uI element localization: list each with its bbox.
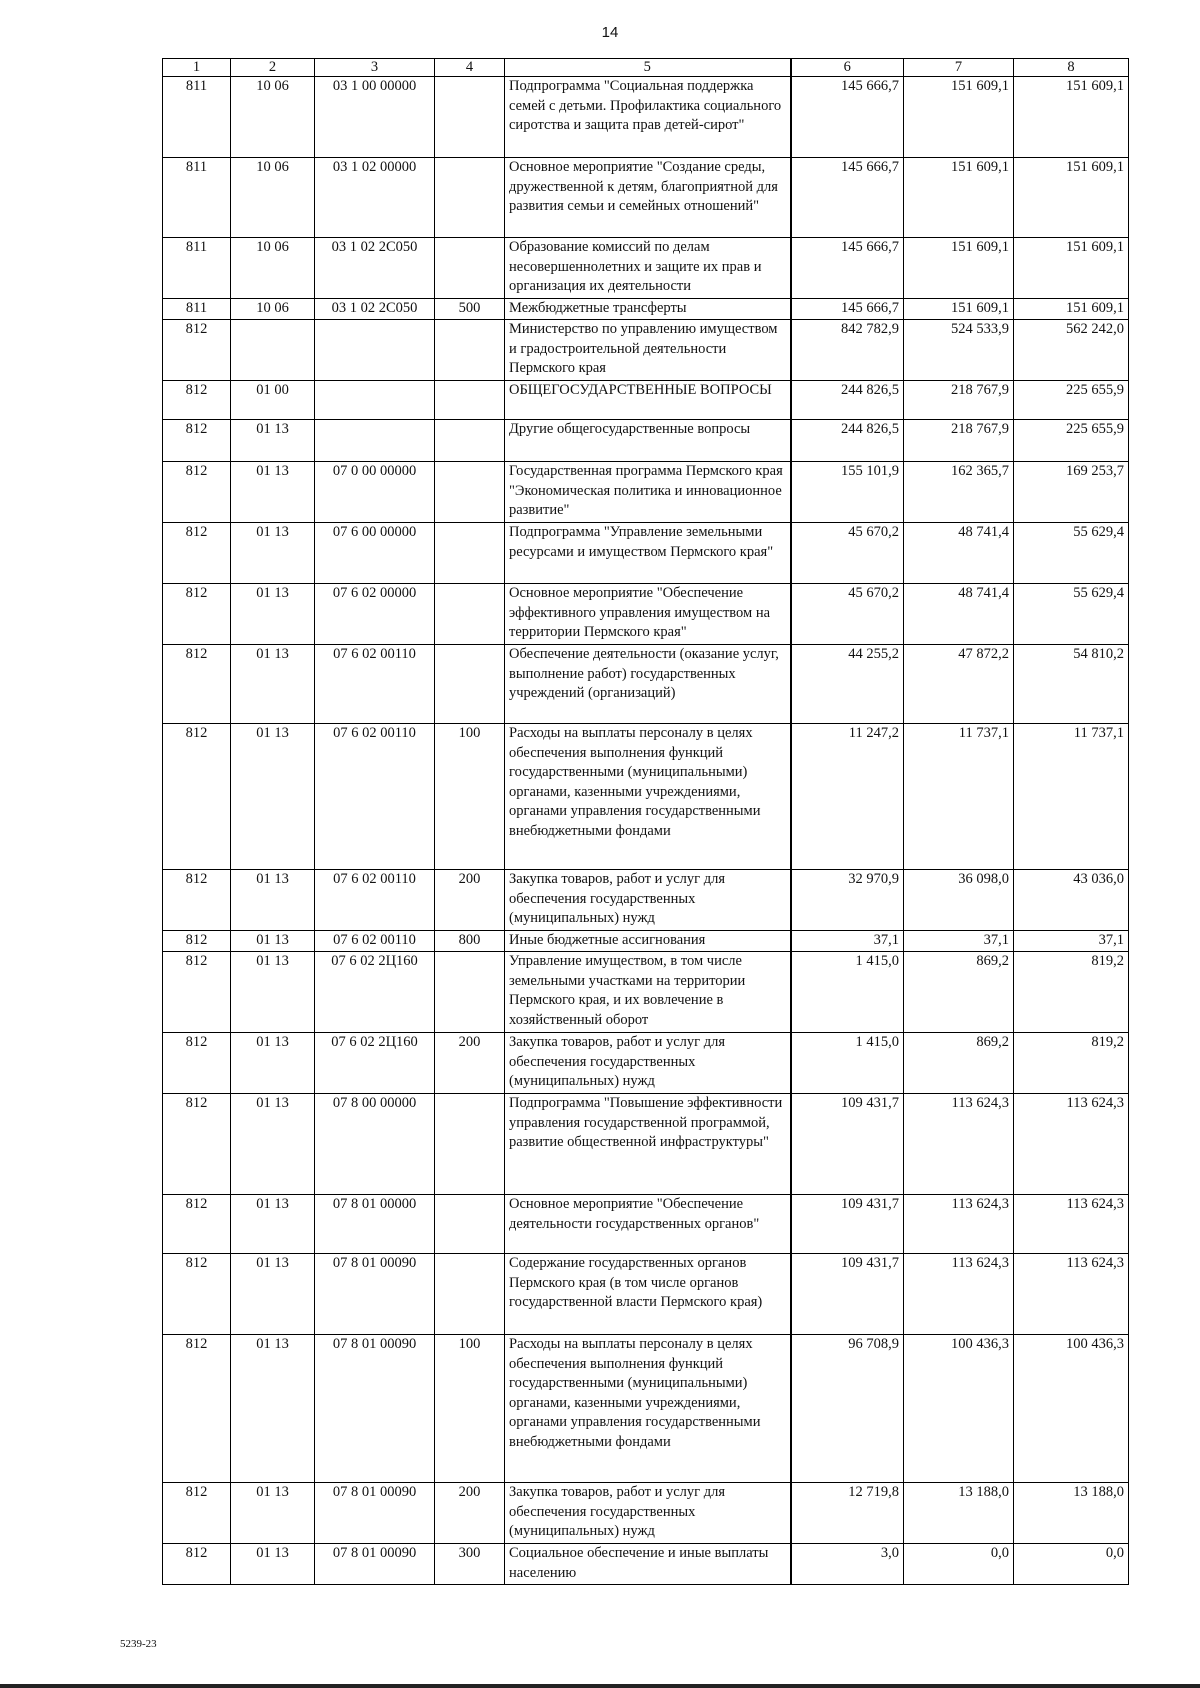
cell-amount-year2: 48 741,4 xyxy=(904,584,1014,645)
cell-expense-type xyxy=(435,381,505,420)
cell-name: Закупка товаров, работ и услуг для обеспечения государственных (муниципальных) нужд xyxy=(505,1033,791,1094)
cell-section: 01 13 xyxy=(231,462,315,523)
cell-chapter: 812 xyxy=(163,462,231,523)
cell-name: Содержание государственных органов Пермского края (в том числе органов государственной власти Пермского края) xyxy=(505,1254,791,1335)
page-number: 14 xyxy=(601,24,619,41)
cell-target-article xyxy=(315,381,435,420)
cell-amount-year1: 45 670,2 xyxy=(791,584,904,645)
table-row xyxy=(163,645,1129,724)
cell-chapter: 812 xyxy=(163,381,231,420)
cell-amount-year2: 37,1 xyxy=(904,931,1014,952)
header-cell: 6 xyxy=(791,59,904,77)
cell-chapter: 812 xyxy=(163,320,231,381)
cell-target-article: 07 6 02 00110 xyxy=(315,931,435,952)
table-row xyxy=(163,1254,1129,1335)
cell-target-article: 07 6 02 00110 xyxy=(315,870,435,931)
table-row xyxy=(163,1094,1129,1195)
cell-amount-year1: 37,1 xyxy=(791,931,904,952)
table-row xyxy=(163,299,1129,320)
cell-amount-year2: 100 436,3 xyxy=(904,1335,1014,1483)
cell-amount-year1: 3,0 xyxy=(791,1544,904,1585)
cell-section: 01 13 xyxy=(231,645,315,724)
header-cell: 8 xyxy=(1014,59,1129,77)
cell-amount-year3: 55 629,4 xyxy=(1014,584,1129,645)
cell-name: Подпрограмма "Социальная поддержка семей с детьми. Профилактика социального сиротства и защита прав детей-сирот" xyxy=(505,77,791,158)
cell-name: Расходы на выплаты персоналу в целях обеспечения выполнения функций государственными (муниципальными) органами, казенными учреждениями, органами управления государственными внебюджетными фондами xyxy=(505,724,791,870)
cell-name: Иные бюджетные ассигнования xyxy=(505,931,791,952)
cell-amount-year2: 218 767,9 xyxy=(904,420,1014,462)
cell-amount-year1: 109 431,7 xyxy=(791,1094,904,1195)
cell-section: 10 06 xyxy=(231,77,315,158)
cell-amount-year2: 113 624,3 xyxy=(904,1094,1014,1195)
cell-expense-type xyxy=(435,238,505,299)
cell-amount-year2: 48 741,4 xyxy=(904,523,1014,584)
table-row xyxy=(163,1544,1129,1585)
cell-chapter: 812 xyxy=(163,1254,231,1335)
table-row xyxy=(163,238,1129,299)
cell-name: Управление имуществом, в том числе земельными участками на территории Пермского края, и их вовлечение в хозяйственный оборот xyxy=(505,952,791,1033)
cell-expense-type xyxy=(435,420,505,462)
cell-amount-year3: 113 624,3 xyxy=(1014,1195,1129,1254)
cell-section: 01 00 xyxy=(231,381,315,420)
cell-target-article: 07 8 01 00000 xyxy=(315,1195,435,1254)
cell-target-article: 03 1 02 2С050 xyxy=(315,299,435,320)
cell-name: Закупка товаров, работ и услуг для обеспечения государственных (муниципальных) нужд xyxy=(505,870,791,931)
cell-target-article: 03 1 02 2С050 xyxy=(315,238,435,299)
cell-amount-year1: 1 415,0 xyxy=(791,952,904,1033)
table-row xyxy=(163,320,1129,381)
header-cell: 2 xyxy=(231,59,315,77)
table-row xyxy=(163,1335,1129,1483)
cell-name: Образование комиссий по делам несовершеннолетних и защите их прав и организация их деятельности xyxy=(505,238,791,299)
table-row xyxy=(163,931,1129,952)
cell-expense-type: 300 xyxy=(435,1544,505,1585)
cell-amount-year2: 218 767,9 xyxy=(904,381,1014,420)
header-cell: 3 xyxy=(315,59,435,77)
cell-amount-year3: 225 655,9 xyxy=(1014,420,1129,462)
cell-amount-year1: 11 247,2 xyxy=(791,724,904,870)
cell-name: Подпрограмма "Повышение эффективности управления государственной программой, развитие общественной инфраструктуры" xyxy=(505,1094,791,1195)
cell-amount-year2: 151 609,1 xyxy=(904,299,1014,320)
table-row xyxy=(163,462,1129,523)
cell-section: 01 13 xyxy=(231,1195,315,1254)
cell-section: 01 13 xyxy=(231,1254,315,1335)
cell-amount-year1: 109 431,7 xyxy=(791,1254,904,1335)
cell-amount-year3: 151 609,1 xyxy=(1014,238,1129,299)
cell-section: 01 13 xyxy=(231,1544,315,1585)
cell-name: Государственная программа Пермского края "Экономическая политика и инновационное развитие" xyxy=(505,462,791,523)
cell-chapter: 812 xyxy=(163,1335,231,1483)
cell-amount-year3: 13 188,0 xyxy=(1014,1483,1129,1544)
cell-amount-year3: 225 655,9 xyxy=(1014,381,1129,420)
cell-section: 01 13 xyxy=(231,1033,315,1094)
cell-section: 10 06 xyxy=(231,238,315,299)
cell-target-article xyxy=(315,420,435,462)
cell-amount-year1: 1 415,0 xyxy=(791,1033,904,1094)
cell-amount-year2: 151 609,1 xyxy=(904,77,1014,158)
cell-target-article: 07 8 01 00090 xyxy=(315,1483,435,1544)
cell-amount-year3: 151 609,1 xyxy=(1014,299,1129,320)
table-row xyxy=(163,1483,1129,1544)
cell-amount-year2: 162 365,7 xyxy=(904,462,1014,523)
cell-target-article: 07 0 00 00000 xyxy=(315,462,435,523)
cell-amount-year1: 12 719,8 xyxy=(791,1483,904,1544)
cell-expense-type: 100 xyxy=(435,1335,505,1483)
table-row xyxy=(163,952,1129,1033)
cell-section: 01 13 xyxy=(231,724,315,870)
cell-amount-year2: 0,0 xyxy=(904,1544,1014,1585)
cell-expense-type xyxy=(435,1254,505,1335)
cell-target-article: 07 6 02 2Ц160 xyxy=(315,1033,435,1094)
cell-amount-year1: 96 708,9 xyxy=(791,1335,904,1483)
cell-amount-year2: 113 624,3 xyxy=(904,1195,1014,1254)
header-cell: 5 xyxy=(505,59,791,77)
cell-target-article: 07 8 01 00090 xyxy=(315,1544,435,1585)
cell-target-article: 07 6 00 00000 xyxy=(315,523,435,584)
cell-chapter: 812 xyxy=(163,1483,231,1544)
cell-name: Другие общегосударственные вопросы xyxy=(505,420,791,462)
cell-chapter: 812 xyxy=(163,1094,231,1195)
cell-amount-year3: 562 242,0 xyxy=(1014,320,1129,381)
cell-amount-year2: 36 098,0 xyxy=(904,870,1014,931)
cell-amount-year2: 869,2 xyxy=(904,1033,1014,1094)
header-cell: 7 xyxy=(904,59,1014,77)
cell-amount-year3: 819,2 xyxy=(1014,1033,1129,1094)
table-row xyxy=(163,523,1129,584)
header-cell: 1 xyxy=(163,59,231,77)
cell-amount-year3: 54 810,2 xyxy=(1014,645,1129,724)
cell-amount-year3: 100 436,3 xyxy=(1014,1335,1129,1483)
cell-chapter: 812 xyxy=(163,645,231,724)
cell-target-article: 07 6 02 00000 xyxy=(315,584,435,645)
cell-expense-type xyxy=(435,320,505,381)
cell-expense-type xyxy=(435,1195,505,1254)
cell-name: Расходы на выплаты персоналу в целях обеспечения выполнения функций государственными (муниципальными) органами, казенными учреждениями, органами управления государственными внебюджетными фондами xyxy=(505,1335,791,1483)
cell-amount-year3: 0,0 xyxy=(1014,1544,1129,1585)
cell-expense-type: 200 xyxy=(435,870,505,931)
cell-amount-year2: 13 188,0 xyxy=(904,1483,1014,1544)
table-row xyxy=(163,420,1129,462)
cell-chapter: 811 xyxy=(163,299,231,320)
cell-amount-year1: 109 431,7 xyxy=(791,1195,904,1254)
table-row xyxy=(163,1033,1129,1094)
cell-name: Основное мероприятие "Создание среды, дружественной к детям, благоприятной для развития семьи и семейных отношений" xyxy=(505,158,791,238)
cell-section: 01 13 xyxy=(231,1483,315,1544)
cell-expense-type xyxy=(435,77,505,158)
document-code: 5239-23 xyxy=(120,1638,157,1650)
scan-bottom-edge xyxy=(0,1684,1200,1688)
cell-amount-year1: 145 666,7 xyxy=(791,238,904,299)
cell-section: 01 13 xyxy=(231,952,315,1033)
cell-expense-type xyxy=(435,523,505,584)
cell-section: 01 13 xyxy=(231,1335,315,1483)
cell-expense-type: 200 xyxy=(435,1483,505,1544)
cell-amount-year2: 151 609,1 xyxy=(904,158,1014,238)
cell-expense-type: 200 xyxy=(435,1033,505,1094)
cell-amount-year3: 819,2 xyxy=(1014,952,1129,1033)
cell-amount-year1: 45 670,2 xyxy=(791,523,904,584)
cell-chapter: 811 xyxy=(163,238,231,299)
cell-expense-type xyxy=(435,158,505,238)
cell-target-article: 07 6 02 00110 xyxy=(315,645,435,724)
cell-chapter: 812 xyxy=(163,931,231,952)
cell-section: 01 13 xyxy=(231,584,315,645)
cell-expense-type xyxy=(435,645,505,724)
cell-amount-year2: 869,2 xyxy=(904,952,1014,1033)
cell-chapter: 812 xyxy=(163,724,231,870)
cell-target-article: 07 8 01 00090 xyxy=(315,1335,435,1483)
cell-section xyxy=(231,320,315,381)
cell-expense-type xyxy=(435,952,505,1033)
cell-name: ОБЩЕГОСУДАРСТВЕННЫЕ ВОПРОСЫ xyxy=(505,381,791,420)
cell-expense-type: 100 xyxy=(435,724,505,870)
cell-expense-type xyxy=(435,1094,505,1195)
cell-amount-year2: 151 609,1 xyxy=(904,238,1014,299)
cell-chapter: 812 xyxy=(163,1033,231,1094)
table-row xyxy=(163,724,1129,870)
cell-amount-year1: 842 782,9 xyxy=(791,320,904,381)
cell-amount-year3: 43 036,0 xyxy=(1014,870,1129,931)
cell-amount-year2: 113 624,3 xyxy=(904,1254,1014,1335)
cell-target-article: 07 8 01 00090 xyxy=(315,1254,435,1335)
cell-name: Межбюджетные трансферты xyxy=(505,299,791,320)
cell-amount-year2: 47 872,2 xyxy=(904,645,1014,724)
cell-amount-year1: 244 826,5 xyxy=(791,381,904,420)
cell-amount-year3: 55 629,4 xyxy=(1014,523,1129,584)
cell-amount-year1: 145 666,7 xyxy=(791,77,904,158)
cell-amount-year1: 145 666,7 xyxy=(791,158,904,238)
cell-amount-year1: 244 826,5 xyxy=(791,420,904,462)
cell-name: Основное мероприятие "Обеспечение деятельности государственных органов" xyxy=(505,1195,791,1254)
cell-amount-year3: 151 609,1 xyxy=(1014,158,1129,238)
cell-section: 01 13 xyxy=(231,1094,315,1195)
cell-amount-year1: 155 101,9 xyxy=(791,462,904,523)
cell-amount-year2: 11 737,1 xyxy=(904,724,1014,870)
header-cell: 4 xyxy=(435,59,505,77)
cell-amount-year1: 44 255,2 xyxy=(791,645,904,724)
cell-name: Подпрограмма "Управление земельными ресурсами и имуществом Пермского края" xyxy=(505,523,791,584)
cell-section: 01 13 xyxy=(231,931,315,952)
table-row xyxy=(163,1195,1129,1254)
table-row xyxy=(163,381,1129,420)
cell-target-article: 07 6 02 00110 xyxy=(315,724,435,870)
cell-expense-type: 500 xyxy=(435,299,505,320)
cell-chapter: 811 xyxy=(163,158,231,238)
cell-section: 01 13 xyxy=(231,870,315,931)
cell-amount-year1: 145 666,7 xyxy=(791,299,904,320)
cell-chapter: 812 xyxy=(163,584,231,645)
cell-section: 01 13 xyxy=(231,420,315,462)
table-row xyxy=(163,584,1129,645)
budget-table xyxy=(162,58,1129,1585)
cell-chapter: 812 xyxy=(163,1195,231,1254)
cell-amount-year3: 113 624,3 xyxy=(1014,1094,1129,1195)
cell-amount-year3: 151 609,1 xyxy=(1014,77,1129,158)
cell-section: 10 06 xyxy=(231,158,315,238)
cell-target-article: 07 8 00 00000 xyxy=(315,1094,435,1195)
cell-amount-year3: 169 253,7 xyxy=(1014,462,1129,523)
cell-section: 01 13 xyxy=(231,523,315,584)
cell-chapter: 812 xyxy=(163,952,231,1033)
cell-amount-year3: 11 737,1 xyxy=(1014,724,1129,870)
cell-target-article: 07 6 02 2Ц160 xyxy=(315,952,435,1033)
cell-target-article xyxy=(315,320,435,381)
cell-amount-year1: 32 970,9 xyxy=(791,870,904,931)
cell-name: Обеспечение деятельности (оказание услуг, выполнение работ) государственных учреждений (организаций) xyxy=(505,645,791,724)
cell-section: 10 06 xyxy=(231,299,315,320)
cell-expense-type xyxy=(435,584,505,645)
cell-amount-year2: 524 533,9 xyxy=(904,320,1014,381)
table-row xyxy=(163,158,1129,238)
cell-expense-type xyxy=(435,462,505,523)
cell-chapter: 812 xyxy=(163,523,231,584)
cell-expense-type: 800 xyxy=(435,931,505,952)
table-row xyxy=(163,870,1129,931)
cell-target-article: 03 1 02 00000 xyxy=(315,158,435,238)
cell-chapter: 812 xyxy=(163,1544,231,1585)
cell-name: Социальное обеспечение и иные выплаты населению xyxy=(505,1544,791,1585)
cell-amount-year3: 37,1 xyxy=(1014,931,1129,952)
cell-chapter: 812 xyxy=(163,870,231,931)
cell-chapter: 811 xyxy=(163,77,231,158)
cell-name: Основное мероприятие "Обеспечение эффективного управления имуществом на территории Пермского края" xyxy=(505,584,791,645)
cell-name: Закупка товаров, работ и услуг для обеспечения государственных (муниципальных) нужд xyxy=(505,1483,791,1544)
table-row xyxy=(163,77,1129,158)
cell-name: Министерство по управлению имуществом и градостроительной деятельности Пермского края xyxy=(505,320,791,381)
cell-chapter: 812 xyxy=(163,420,231,462)
table-header-row xyxy=(163,59,1129,77)
cell-target-article: 03 1 00 00000 xyxy=(315,77,435,158)
cell-amount-year3: 113 624,3 xyxy=(1014,1254,1129,1335)
